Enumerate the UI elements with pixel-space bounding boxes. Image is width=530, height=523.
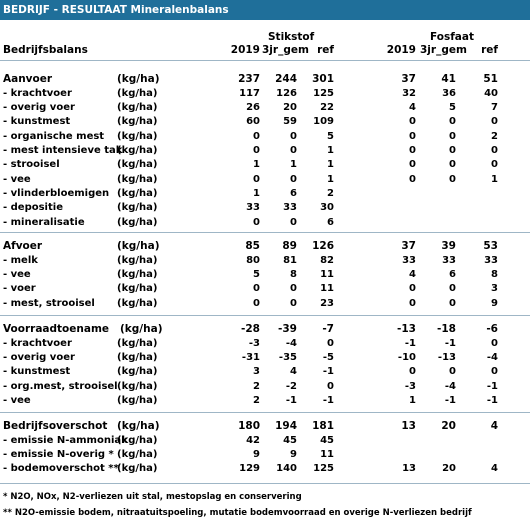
- col-n-ref: ref: [317, 44, 334, 56]
- row-unit: (kg/ha): [117, 283, 158, 295]
- fosfaat-value: 0: [491, 366, 498, 378]
- stikstof-value: 129: [239, 463, 260, 475]
- col-n-3jr: 3jr_gem: [262, 44, 309, 56]
- row-label: - vlinderbloemigen: [3, 187, 110, 199]
- row-unit: (kg/ha): [117, 449, 158, 461]
- row-unit: (kg/ha): [117, 380, 158, 392]
- row-label: - overig voer: [3, 352, 75, 364]
- row-label: - vee: [3, 173, 31, 185]
- stikstof-value: 1: [327, 173, 334, 185]
- fosfaat-value: -13: [397, 323, 416, 335]
- fosfaat-value: -4: [486, 352, 498, 364]
- fosfaat-value: 0: [409, 116, 416, 128]
- fosfaat-value: 13: [401, 420, 416, 432]
- fosfaat-value: 32: [402, 87, 416, 99]
- row-unit: (kg/ha): [117, 337, 158, 349]
- stikstof-value: 0: [290, 216, 297, 228]
- stikstof-value: 42: [246, 434, 260, 446]
- stikstof-value: -39: [278, 323, 297, 335]
- row-unit: (kg/ha): [117, 73, 160, 85]
- row-label: - krachtvoer: [3, 337, 72, 349]
- stikstof-value: 180: [238, 420, 260, 432]
- fosfaat-value: 0: [449, 116, 456, 128]
- fosfaat-value: 1: [409, 395, 416, 406]
- stikstof-value: 0: [253, 173, 260, 185]
- row-label: - depositie: [3, 202, 63, 214]
- stikstof-value: 11: [320, 449, 334, 461]
- row-unit: (kg/ha): [117, 116, 158, 128]
- stikstof-value: 117: [239, 87, 260, 99]
- stikstof-value: 1: [327, 145, 334, 156]
- fosfaat-value: 20: [441, 420, 456, 432]
- row-unit: (kg/ha): [117, 145, 158, 156]
- fosfaat-value: 13: [402, 463, 416, 475]
- fosfaat-value: 9: [491, 297, 498, 309]
- fosfaat-value: 41: [441, 73, 456, 85]
- row-unit: (kg/ha): [117, 240, 160, 252]
- fosfaat-value: -1: [486, 380, 498, 392]
- stikstof-value: -5: [322, 352, 334, 364]
- fosfaat-value: 4: [409, 102, 416, 114]
- row-label: - kunstmest: [3, 366, 71, 378]
- fosfaat-value: 33: [402, 254, 416, 266]
- stikstof-value: -35: [278, 352, 297, 364]
- row-unit: (kg/ha): [117, 187, 158, 199]
- row-unit: (kg/ha): [117, 87, 158, 99]
- fosfaat-value: 0: [449, 130, 456, 142]
- fosfaat-value: 2: [491, 130, 498, 142]
- stikstof-value: 23: [320, 297, 334, 309]
- fosfaat-value: -1: [404, 337, 416, 349]
- fosfaat-value: 37: [401, 73, 416, 85]
- window-title: BEDRIJF - RESULTAAT Mineralenbalans: [0, 0, 530, 20]
- fosfaat-value: 0: [409, 173, 416, 185]
- fosfaat-value: -13: [437, 352, 456, 364]
- fosfaat-value: -4: [444, 380, 456, 392]
- stikstof-value: 301: [312, 73, 334, 85]
- fosfaat-value: 7: [491, 102, 498, 114]
- stikstof-value: 60: [246, 116, 260, 128]
- row-unit: (kg/ha): [117, 159, 158, 171]
- row-unit: (kg/ha): [117, 173, 158, 185]
- row-label: Voorraadtoename: [3, 323, 109, 335]
- fosfaat-value: 0: [449, 283, 456, 295]
- stikstof-value: 33: [283, 202, 297, 214]
- fosfaat-value: 8: [491, 269, 498, 281]
- fosfaat-header: Fosfaat: [430, 31, 474, 43]
- stikstof-value: 81: [283, 254, 297, 266]
- stikstof-value: -2: [285, 380, 297, 392]
- fosfaat-value: 0: [409, 366, 416, 378]
- fosfaat-value: -1: [486, 395, 498, 406]
- stikstof-value: 0: [253, 297, 260, 309]
- row-unit: (kg/ha): [117, 297, 158, 309]
- fosfaat-value: 0: [491, 337, 498, 349]
- stikstof-value: 6: [290, 187, 297, 199]
- fosfaat-value: 0: [449, 366, 456, 378]
- fosfaat-value: 4: [409, 269, 416, 281]
- stikstof-value: 11: [320, 283, 334, 295]
- stikstof-value: -1: [285, 395, 297, 406]
- bedrijfsbalans-label: Bedrijfsbalans: [3, 44, 88, 56]
- stikstof-value: 0: [253, 216, 260, 228]
- stikstof-value: 11: [320, 269, 334, 281]
- stikstof-value: 125: [313, 87, 334, 99]
- stikstof-value: 0: [290, 145, 297, 156]
- stikstof-value: 59: [283, 116, 297, 128]
- fosfaat-value: 3: [491, 283, 498, 295]
- fosfaat-value: 53: [483, 240, 498, 252]
- fosfaat-value: -10: [397, 352, 416, 364]
- row-label: - krachtvoer: [3, 87, 72, 99]
- stikstof-value: -7: [322, 323, 334, 335]
- row-label: - voer: [3, 283, 36, 295]
- row-unit: (kg/ha): [117, 102, 158, 114]
- col-p-3jr: 3jr_gem: [420, 44, 467, 56]
- row-label: - vee: [3, 269, 31, 281]
- row-unit: (kg/ha): [117, 420, 160, 432]
- fosfaat-value: 0: [491, 116, 498, 128]
- stikstof-value: 1: [327, 159, 334, 171]
- row-label: - vee: [3, 395, 31, 406]
- row-label: Aanvoer: [3, 73, 53, 85]
- fosfaat-value: 1: [491, 173, 498, 185]
- row-unit: (kg/ha): [117, 352, 158, 364]
- fosfaat-value: 0: [409, 283, 416, 295]
- stikstof-value: -4: [285, 337, 297, 349]
- col-n-2019: 2019: [230, 44, 260, 56]
- stikstof-value: 22: [320, 102, 334, 114]
- fosfaat-value: 36: [442, 87, 456, 99]
- stikstof-value: -1: [322, 395, 334, 406]
- section-divider: [0, 412, 530, 413]
- stikstof-value: 80: [246, 254, 260, 266]
- stikstof-value: 5: [253, 269, 260, 281]
- fosfaat-value: 4: [490, 420, 498, 432]
- stikstof-value: 0: [253, 283, 260, 295]
- stikstof-value: -1: [322, 366, 334, 378]
- row-unit: (kg/ha): [117, 254, 158, 266]
- fosfaat-value: 37: [401, 240, 416, 252]
- row-label: Afvoer: [3, 240, 43, 252]
- row-unit: (kg/ha): [117, 269, 158, 281]
- footnote-1: * N2O, NOx, N2-verliezen uit stal, mestopslag en conservering: [3, 492, 302, 502]
- row-unit: (kg/ha): [117, 216, 158, 228]
- stikstof-value: 1: [290, 159, 297, 171]
- fosfaat-value: 51: [483, 73, 498, 85]
- stikstof-value: 2: [327, 187, 334, 199]
- row-label: - emissie N-overig *: [3, 449, 114, 461]
- fosfaat-value: 0: [449, 297, 456, 309]
- stikstof-value: 45: [320, 434, 334, 446]
- row-label: - mest, strooisel: [3, 297, 95, 309]
- row-label: - mineralisatie: [3, 216, 85, 228]
- fosfaat-value: 39: [441, 240, 456, 252]
- stikstof-value: 9: [253, 449, 260, 461]
- fosfaat-value: 0: [491, 145, 498, 156]
- stikstof-value: 30: [320, 202, 334, 214]
- col-p-2019: 2019: [386, 44, 416, 56]
- row-unit: (kg/ha): [117, 130, 158, 142]
- fosfaat-value: -1: [444, 337, 456, 349]
- section-divider: [0, 232, 530, 233]
- stikstof-value: 0: [290, 283, 297, 295]
- stikstof-value: -3: [248, 337, 260, 349]
- fosfaat-value: 40: [484, 87, 498, 99]
- stikstof-value: 9: [290, 449, 297, 461]
- stikstof-value: 126: [312, 240, 334, 252]
- footer-divider: [0, 483, 530, 484]
- stikstof-value: 109: [313, 116, 334, 128]
- row-unit: (kg/ha): [117, 395, 158, 406]
- stikstof-value: 4: [290, 366, 297, 378]
- fosfaat-value: 0: [409, 159, 416, 171]
- stikstof-value: 6: [327, 216, 334, 228]
- section-divider: [0, 315, 530, 316]
- stikstof-value: -28: [241, 323, 260, 335]
- stikstof-value: 0: [253, 145, 260, 156]
- stikstof-value: 0: [290, 173, 297, 185]
- fosfaat-value: 0: [449, 159, 456, 171]
- stikstof-value: 26: [246, 102, 260, 114]
- fosfaat-value: 0: [449, 173, 456, 185]
- row-label: - melk: [3, 254, 38, 266]
- fosfaat-value: 0: [409, 130, 416, 142]
- stikstof-value: 0: [327, 337, 334, 349]
- fosfaat-value: 6: [449, 269, 456, 281]
- row-label: Bedrijfsoverschot: [3, 420, 108, 432]
- header-divider: [0, 60, 530, 61]
- stikstof-value: 1: [253, 187, 260, 199]
- row-unit: (kg/ha): [117, 366, 158, 378]
- stikstof-value: 2: [253, 395, 260, 406]
- fosfaat-value: 20: [442, 463, 456, 475]
- stikstof-value: 125: [313, 463, 334, 475]
- stikstof-value: 0: [253, 130, 260, 142]
- row-label: - organische mest: [3, 130, 105, 142]
- stikstof-value: 3: [253, 366, 260, 378]
- row-label: - bodemoverschot **: [3, 463, 119, 475]
- fosfaat-value: 0: [449, 145, 456, 156]
- row-unit: (kg/ha): [117, 434, 158, 446]
- row-label: - emissie N-ammoniak: [3, 434, 128, 446]
- fosfaat-value: -18: [437, 323, 456, 335]
- stikstof-value: 181: [312, 420, 334, 432]
- stikstof-value: 126: [276, 87, 297, 99]
- stikstof-value: 8: [290, 269, 297, 281]
- fosfaat-value: -6: [486, 323, 498, 335]
- fosfaat-value: 33: [442, 254, 456, 266]
- fosfaat-value: 0: [491, 159, 498, 171]
- stikstof-value: 0: [290, 130, 297, 142]
- stikstof-value: 244: [275, 73, 297, 85]
- fosfaat-value: -3: [404, 380, 416, 392]
- row-label: - org.mest, strooisel: [3, 380, 118, 392]
- fosfaat-value: 0: [409, 145, 416, 156]
- stikstof-value: 140: [276, 463, 297, 475]
- stikstof-value: 33: [246, 202, 260, 214]
- row-label: - overig voer: [3, 102, 75, 114]
- row-unit: (kg/ha): [117, 463, 158, 475]
- stikstof-value: 85: [245, 240, 260, 252]
- row-unit: (kg/ha): [117, 202, 158, 214]
- col-p-ref: ref: [481, 44, 498, 56]
- fosfaat-value: 0: [409, 297, 416, 309]
- stikstof-value: 194: [275, 420, 297, 432]
- row-label: - strooisel: [3, 159, 60, 171]
- stikstof-value: 237: [238, 73, 260, 85]
- stikstof-header: Stikstof: [268, 31, 315, 43]
- stikstof-value: 5: [327, 130, 334, 142]
- stikstof-value: 1: [253, 159, 260, 171]
- fosfaat-value: -1: [444, 395, 456, 406]
- footnote-2: ** N2O-emissie bodem, nitraatuitspoeling, mutatie bodemvoorraad en overige N-verliezen bedrijf: [3, 508, 472, 518]
- stikstof-value: 20: [283, 102, 297, 114]
- fosfaat-value: 5: [449, 102, 456, 114]
- stikstof-value: -31: [241, 352, 260, 364]
- stikstof-value: 45: [283, 434, 297, 446]
- fosfaat-value: 33: [484, 254, 498, 266]
- row-label: - mest intensieve tak: [3, 145, 123, 156]
- stikstof-value: 2: [253, 380, 260, 392]
- stikstof-value: 89: [282, 240, 297, 252]
- row-unit: (kg/ha): [120, 323, 163, 335]
- row-label: - kunstmest: [3, 116, 71, 128]
- stikstof-value: 0: [290, 297, 297, 309]
- fosfaat-value: 4: [491, 463, 498, 475]
- stikstof-value: 82: [320, 254, 334, 266]
- stikstof-value: 0: [327, 380, 334, 392]
